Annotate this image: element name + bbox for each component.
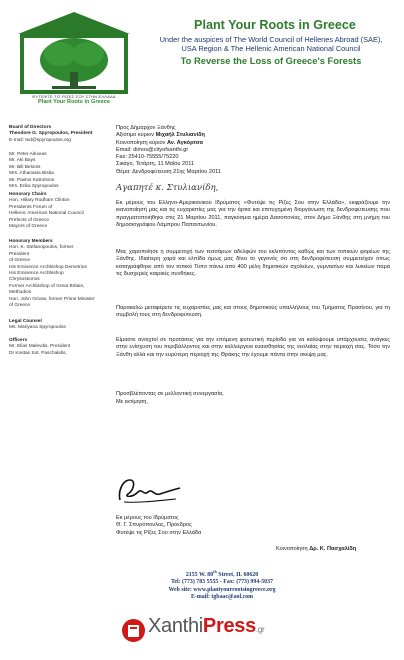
list-item: Hon. John Grivas, former Prime Minister: [9, 296, 95, 302]
board-email: E-mail: ted@spyropoulos.org: [9, 137, 71, 143]
list-item: Mr. Elias Malevitis, President: [9, 344, 71, 350]
organization-mission: To Reverse the Loss of Greece's Forests: [180, 55, 362, 66]
cc-line: [276, 546, 356, 552]
list-item: Hon. Hillary Rodham Clinton: [9, 198, 70, 204]
list-item: Mayors of Greece: [9, 224, 48, 230]
list-item: of Greece: [9, 258, 31, 264]
xanthipress-logo-icon: [122, 619, 145, 642]
watermark-xanthi: Xanthi: [148, 615, 203, 637]
list-item: Presidents Forum of: [9, 204, 53, 210]
list-item: Mr. Peter Alexeas: [9, 152, 47, 157]
board-members: [9, 152, 95, 190]
closing-line: Εκ μέρους του Ιδρύματος: [116, 515, 179, 521]
list-item: Dr Kostas Sot. Paschalidis,: [9, 350, 67, 356]
paragraph-2: Μας χαροποίησε η συμμετοχή των τεσσάρων αδελφών του εκλιπόντος καθώς και των τοπικών φορέων της Ξάνθης. Ιδιαίτερη χαρά και ελπίδα όμως μας δίνει το γεγονός ότι στη δενδροφύτευση συμμετείχαν όπως καταγράφθηκε από τον τοπικό Τύπο πάνω από 400 μέλη δημοτικών σχολείων, γυμνασίων και λυκείων παρά τις δυσχερείς καιρικές συνθήκες.: [116, 249, 390, 277]
list-item: Hon. K. Stefanopoulos, former President: [9, 245, 74, 257]
list-item: Mr. Aki Bays: [9, 158, 36, 164]
list-item: of Greece: [9, 303, 31, 309]
closing-line: Θ. Γ. Σπυρόπουλος, Πρόεδρος: [116, 522, 192, 529]
list-item: Mrs. Erika Spyropoulos: [9, 184, 59, 190]
board-heading: Board of Directors: [9, 125, 52, 130]
logo-caption: ΦΥΤΕΨΤΕ ΤΙΣ ΡΙΖΕΣ ΣΟΥ ΣΤΗΝ ΕΛΛΑΔΑ: [32, 94, 116, 99]
counsel-heading: Legal Counsel: [9, 319, 42, 324]
paragraph-3: Παρακαλώ μεταφέρετε τις ευχαριστίες μας και στους δημοτικούς υπαλλήλους του Τμήματος Πρασίνου, για τη συμβολή τους στη δενδροφύτευση.: [116, 305, 390, 319]
address-line: Αξιότιμο κύριον Μιχαήλ Στυλιανίδη: [116, 132, 205, 139]
tree-logo-icon: [14, 10, 134, 94]
footer-email: E-mail: tgbaac@aol.com: [190, 594, 254, 601]
logo-slogan: Plant Your Roots in Greece: [38, 99, 110, 105]
list-item: Former Archbishop of Great Britain,: [9, 283, 85, 289]
footer-address: 2155 W. 80th Street, IL 60620: [185, 569, 259, 578]
salutation: Αγαπητέ κ. Στυλιανίδη,: [116, 183, 219, 193]
paragraph-4: Είμαστε ανοιχτοί σε προτάσεις για την επόμενη φυτευτική περίοδο για να καλύψουμε υπάρχουσες ανάγκες στην ενίσχυση του περιβάλλοντος και στην καλλιέργεια ευαισθησίας της νεολαίας στην περιοχή σας. Τόσο την Ξάνθη αλλά και την ευρύτερη περιοχή της Θράκης την έχουμε πάντα στην σκέψη μας.: [116, 337, 390, 358]
handwritten-signature: [114, 472, 184, 513]
paragraph-5: Προσβλέποντας σε μελλοντική συνεργασία,: [116, 391, 224, 397]
organization-subtitle-1: Under the auspices of The World Council of Hellenes Abroad (SAE),: [159, 35, 383, 44]
address-line: Fax: 25410-75555/75220: [116, 154, 179, 161]
watermark: [148, 615, 264, 638]
closing-line: Φυτέψε τις Ρίζες Σου στην Ελλάδα: [116, 529, 202, 536]
organization-title: Plant Your Roots in Greece: [194, 18, 356, 32]
paragraph-6: Με εκτίμηση,: [116, 399, 148, 405]
chairs-heading: Honorary Chairs: [9, 192, 47, 197]
footer-phone: Tel: (773) 783 5555 - Fax: (773) 994-5037: [170, 579, 274, 586]
board-president: Theodore G. Spyropoulos, President: [9, 131, 93, 137]
list-item: His Eminence Archbishop: [9, 271, 64, 277]
address-block: [116, 125, 366, 176]
board-section: [9, 125, 95, 144]
address-line: Email: dimos@cityofxanthi.gr: [116, 146, 189, 153]
list-item: His Eminence Archbishop Demetrios: [9, 264, 87, 270]
officers-section: [9, 338, 95, 357]
paragraph-1: Εκ μέρους του Ελληνο-Αμερικανικού Ιδρύματος «Φυτέψε τις Ρίζες Σου στην Ελλάδα», εκφράζουμε την ικανοποίησή μας και τις ευχαριστίες μας για την άρτια και επιτυχημένη διοργάνωση της δενδροφύτευσης που πραγματοποιήθηκε στις 21 Μαρτίου 2011, παγκόσμια ημέρα Δασοπονίας, στον Δήμο Ξάνθης στη μνήμη του δημοσιογράφου Λάμπρου Παπαντωνίου.: [116, 200, 390, 228]
watermark-press: Press: [202, 615, 256, 637]
members-heading: Honorary Members: [9, 239, 53, 244]
list-item: Prefects of Greece: [9, 217, 49, 223]
list-item: Hellenic American National Council: [9, 211, 84, 217]
list-item: Mrs. Athanasia Biska: [9, 171, 54, 177]
cc-label: Κοινοποίηση: [276, 546, 310, 552]
chairs-section: [9, 192, 95, 230]
counsel-section: [9, 319, 95, 332]
list-item: Ms. Mariyana Spyropoulos: [9, 325, 66, 331]
list-item: Chrysostomos: [9, 277, 40, 283]
address-line: Σικάγο, Τετάρτη, 11 Μαΐου 2011: [116, 161, 195, 168]
list-item: Mr. Bill Belonis: [9, 164, 41, 170]
organization-logo: [14, 10, 134, 106]
address-line: Θέμα: Δενδροφύτευση 21ης Μαρτίου 2011: [116, 168, 221, 175]
officers-heading: Officers: [9, 338, 28, 343]
address-line: Προς Δήμαρχον Ξάνθης: [116, 125, 176, 131]
organization-subtitle-2: USA Region & The Hellenic American National Council: [181, 44, 361, 53]
closing-block: [116, 515, 296, 537]
address-line: Κοινοποίηση κύριον Αν. Αγκόρτσα: [116, 139, 203, 146]
letterhead-footer: [120, 568, 324, 602]
members-section: [9, 239, 95, 309]
watermark-gr: .gr: [255, 625, 265, 634]
list-item: Mr. Pavlos Katrotsios: [9, 177, 55, 183]
cc-name: Δρ. Κ. Πασχαλίδη: [309, 546, 357, 552]
list-item: Methodios: [9, 290, 32, 296]
footer-website: Web site: www.plantyourrootsingreece.org: [168, 586, 276, 593]
